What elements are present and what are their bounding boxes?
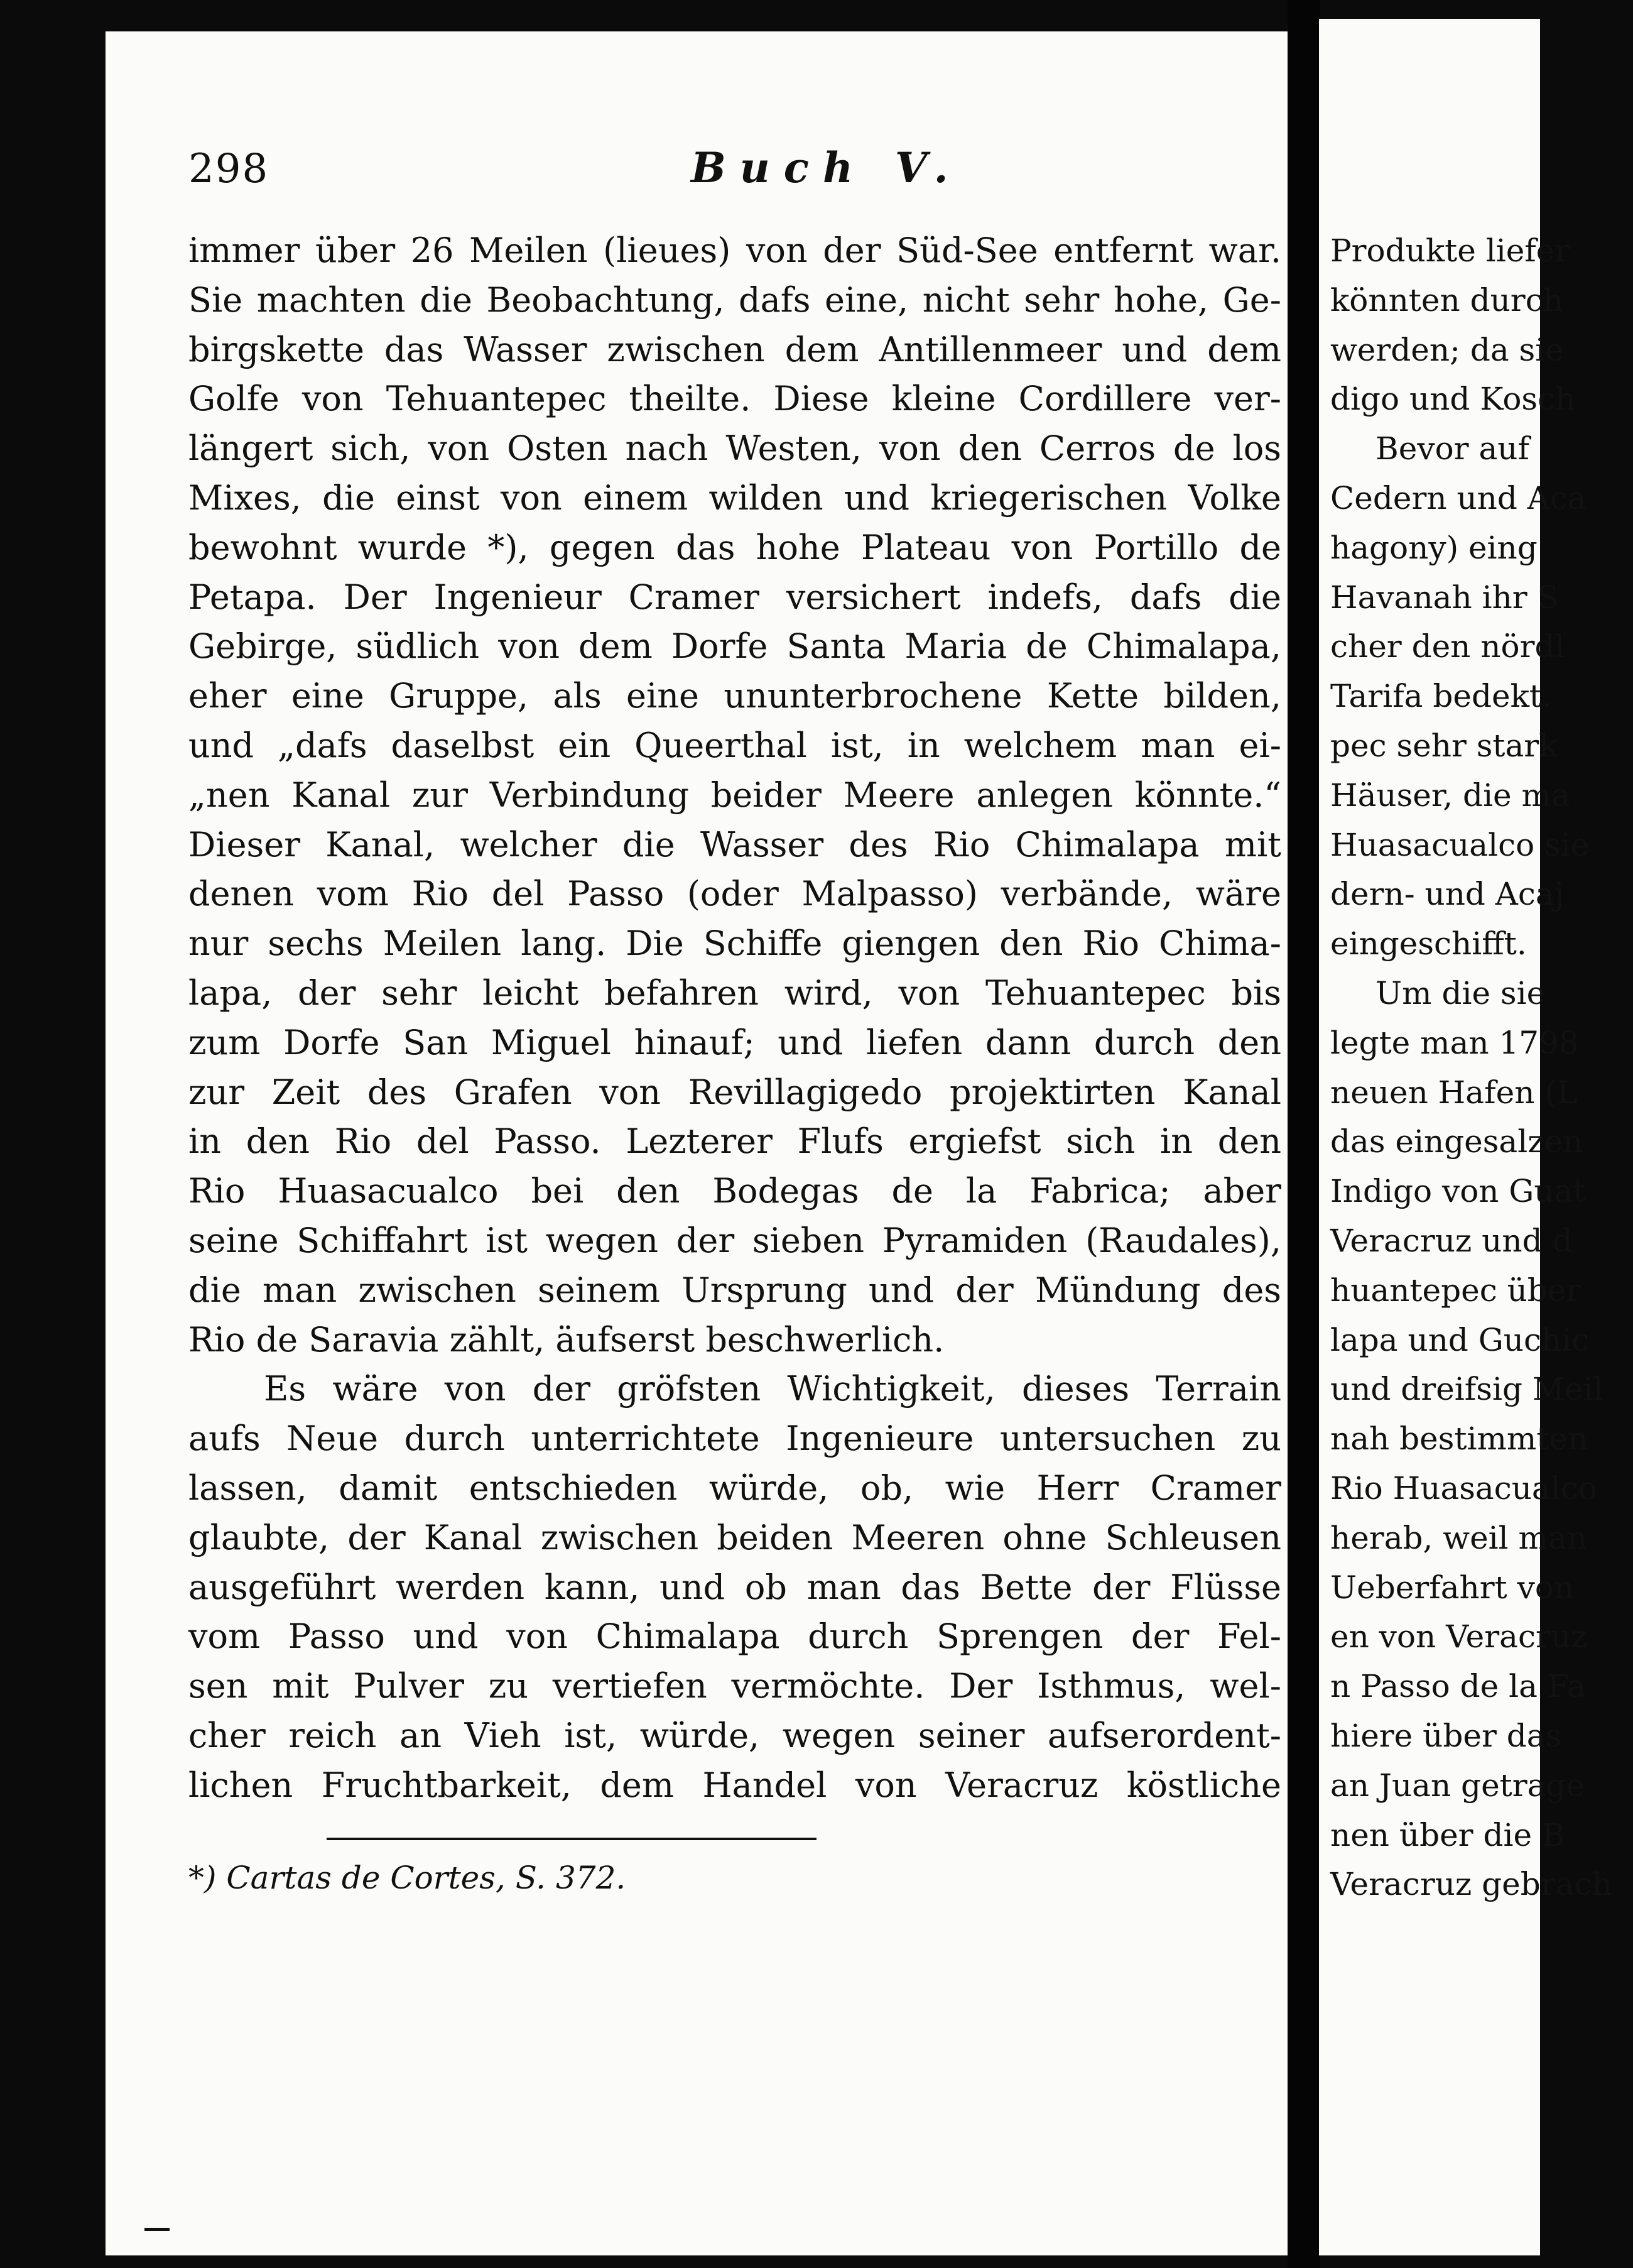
text-line: Rio Huasacualco bei den Bodegas de la Fabrica; aber	[188, 1171, 1281, 1211]
right-line: werden; da sie	[1330, 331, 1564, 368]
page-header	[188, 143, 1256, 202]
text-line: die man zwischen seinem Ursprung und der Mündung des	[188, 1270, 1281, 1310]
text-line: cher reich an Vieh ist, würde, wegen seiner aufserordent-	[188, 1715, 1281, 1755]
text-line: vom Passo und von Chimalapa durch Sprengen der Fel-	[188, 1616, 1281, 1657]
right-line: Produkte liefer	[1330, 232, 1570, 269]
text-line: glaubte, der Kanal zwischen beiden Meeren ohne Schleusen	[188, 1517, 1281, 1557]
right-line: dern- und Acaj	[1330, 876, 1565, 913]
text-line: „nen Kanal zur Verbindung beider Meere anlegen könnte.“	[188, 775, 1281, 815]
right-line: Havanah ihr S	[1330, 579, 1559, 616]
right-page-text	[1319, 226, 1633, 1909]
text-line: längert sich, von Osten nach Westen, von den Cerros de los	[188, 428, 1281, 469]
text-line: lichen Fruchtbarkeit, dem Handel von Veracruz köstliche	[188, 1765, 1281, 1805]
right-line: hagony) eing	[1330, 529, 1538, 566]
footnote-rule	[327, 1838, 816, 1840]
right-line: hiere über das	[1330, 1717, 1562, 1754]
text-line: Golfe von Tehuantepec theilte. Diese kleine Cordillere ver-	[188, 379, 1281, 419]
right-line: Cedern und Aca	[1330, 479, 1587, 516]
text-line: Mixes, die einst von einem wilden und kriegerischen Volke	[188, 477, 1281, 518]
text-line: Dieser Kanal, welcher die Wasser des Rio Chimalapa mit	[188, 824, 1281, 864]
text-line: denen vom Rio del Passo (oder Malpasso) verbände, wäre	[188, 874, 1281, 914]
text-line: lapa, der sehr leicht befahren wird, von Tehuantepec bis	[188, 973, 1281, 1013]
text-line: bewohnt wurde *), gegen das hohe Plateau von Portillo de	[188, 527, 1281, 567]
page-number: 298	[188, 146, 269, 192]
right-line: n Passo de la Fa	[1330, 1668, 1586, 1705]
footnote: *) Cartas de Cortes, S. 372.	[188, 1860, 626, 1896]
text-line: birgskette das Wasser zwischen dem Antillenmeer und dem	[188, 329, 1281, 369]
running-head: Buch V.	[691, 143, 962, 192]
text-line: Sie machten die Beobachtung, dafs eine, nicht sehr hohe, Ge-	[188, 280, 1281, 320]
right-line: nen über die B	[1330, 1816, 1565, 1853]
right-line: herab, weil man	[1330, 1519, 1587, 1556]
text-line: Petapa. Der Ingenieur Cramer versichert indefs, dafs die	[188, 577, 1281, 617]
page-edge-mark	[144, 2228, 170, 2231]
text-line: und „dafs daselbst ein Queerthal ist, in welchem man ei-	[188, 725, 1281, 765]
right-line: en von Veracruz	[1330, 1618, 1588, 1655]
right-line: könnten durch	[1330, 281, 1563, 319]
right-line: das eingesalzen	[1330, 1123, 1583, 1160]
right-line: huantepec über	[1330, 1272, 1581, 1309]
right-line: an Juan getrage	[1330, 1767, 1585, 1804]
right-line: Ueberfahrt von	[1330, 1569, 1575, 1606]
right-line: Tarifa bedekt.	[1330, 678, 1552, 715]
text-line: in den Rio del Passo. Lezterer Flufs ergiefst sich in den	[188, 1121, 1281, 1162]
right-line: cher den nördl	[1330, 628, 1565, 665]
right-line: und dreifsig Meil	[1330, 1371, 1603, 1408]
right-line: Veracruz gebrach	[1330, 1866, 1612, 1903]
right-line: nah bestimmten	[1330, 1420, 1588, 1458]
right-book-page	[1319, 19, 1612, 2255]
text-line: immer über 26 Meilen (lieues) von der Süd-See entfernt war.	[188, 231, 1281, 270]
text-line: lassen, damit entschieden würde, ob, wie Herr Cramer	[188, 1468, 1281, 1508]
right-line: lapa und Guchic	[1330, 1321, 1590, 1358]
right-line: Huasacualco sie	[1330, 826, 1590, 863]
right-line: Veracruz und d	[1330, 1222, 1573, 1259]
book-gutter	[1288, 0, 1320, 2268]
text-line: ausgeführt werden kann, und ob man das Bette der Flüsse	[188, 1567, 1281, 1607]
text-line: zur Zeit des Grafen von Revillagigedo projektirten Kanal	[188, 1072, 1281, 1112]
text-line: Rio de Saravia zählt, äufserst beschwerlich.	[188, 1319, 945, 1360]
text-line: eher eine Gruppe, als eine ununterbrochene Kette bilden,	[188, 676, 1281, 716]
right-line: Rio Huasacualco	[1330, 1469, 1597, 1507]
text-line: nur sechs Meilen lang. Die Schiffe giengen den Rio Chima-	[188, 924, 1281, 964]
right-line: neuen Hafen (L	[1330, 1074, 1578, 1111]
text-line: Es wäre von der gröfsten Wichtigkeit, dieses Terrain	[264, 1369, 1281, 1409]
right-line: legte man 1798	[1330, 1024, 1579, 1061]
right-line: Häuser, die ma	[1330, 777, 1570, 814]
right-line: Indigo von Guat	[1330, 1173, 1586, 1210]
right-line: Bevor auf	[1375, 430, 1529, 467]
right-line: Um die sie	[1375, 974, 1546, 1011]
text-line: zum Dorfe San Miguel hinauf; und liefen dann durch den	[188, 1022, 1281, 1062]
text-line: aufs Neue durch unterrichtete Ingenieure untersuchen zu	[188, 1419, 1281, 1459]
text-line: Gebirge, südlich von dem Dorfe Santa Maria de Chimalapa,	[188, 626, 1281, 667]
body-text	[188, 226, 1281, 1811]
right-line: digo und Kosch	[1330, 381, 1576, 418]
right-line: eingeschifft.	[1330, 925, 1527, 962]
text-line: sen mit Pulver zu vertiefen vermöchte. Der Isthmus, wel-	[188, 1666, 1281, 1706]
text-line: seine Schiffahrt ist wegen der sieben Pyramiden (Raudales),	[188, 1220, 1281, 1260]
right-line: pec sehr stark	[1330, 727, 1558, 764]
